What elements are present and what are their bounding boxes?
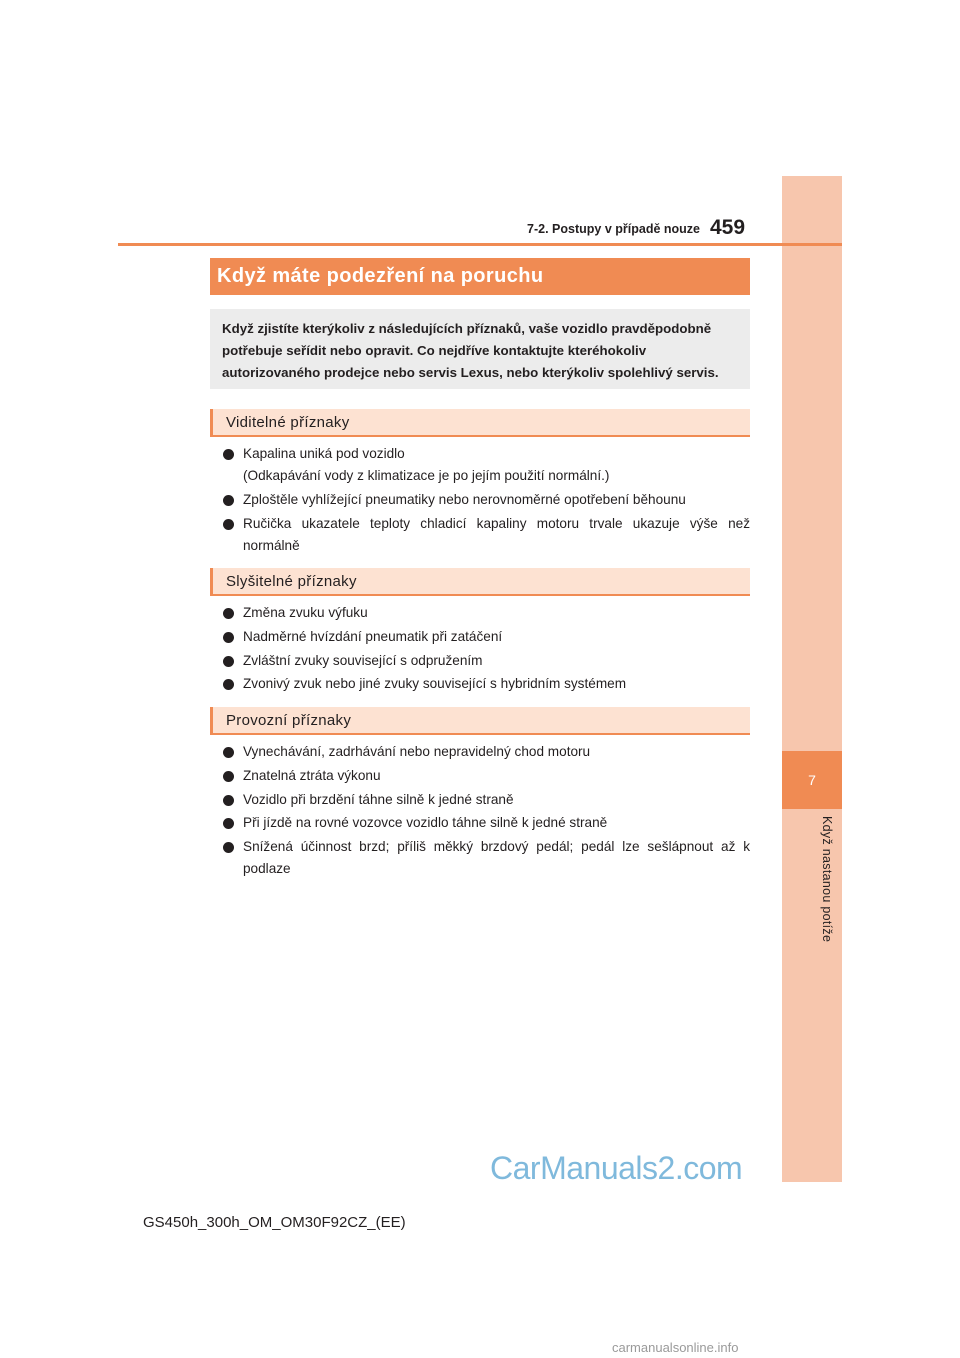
- bullet-icon: [223, 842, 234, 853]
- page-number: 459: [710, 216, 746, 239]
- bullet-list-audible: [222, 602, 750, 697]
- bullet-icon: [223, 818, 234, 829]
- section-heading-visible: [210, 409, 750, 437]
- list-item-text: Vozidlo při brzdění táhne silně k jedné straně: [243, 791, 514, 807]
- list-item: [222, 673, 750, 695]
- list-item-text: Vynechávání, zadrhávání nebo nepravidelný chod motoru: [243, 744, 591, 759]
- bullet-icon: [223, 679, 234, 690]
- page-title: [210, 258, 750, 295]
- list-item: [222, 789, 750, 811]
- list-item: [222, 765, 750, 787]
- bullet-icon: [223, 608, 234, 619]
- list-item-text: Kapalina uniká pod vozidlo: [243, 446, 405, 461]
- intro-text: Když zjistíte kterýkoliv z následujících příznaků, vaše vozidlo pravděpodobně potřebuje seřídit nebo opravit. Co nejdříve kontaktujte kteréhokoliv autorizovaného prodejce nebo servis Lexus, nebo kterýkoliv spolehlivý servis.: [222, 321, 719, 380]
- section-heading-audible: [210, 568, 750, 596]
- bullet-icon: [223, 771, 234, 782]
- header-rule: [118, 243, 842, 246]
- section-heading-text: Viditelné příznaky: [226, 413, 350, 431]
- list-item-text: Zvonivý zvuk nebo jiné zvuky související s hybridním systémem: [243, 676, 627, 692]
- bullet-icon: [223, 519, 234, 530]
- chapter-number: 7: [782, 751, 842, 809]
- intro-box: [210, 309, 750, 389]
- bullet-icon: [223, 449, 234, 460]
- list-item-text: Ručička ukazatele teploty chladicí kapaliny motoru trvale ukazuje výše než normálně: [243, 515, 750, 553]
- chapter-sidebar: [782, 176, 842, 1182]
- document-code-footer: GS450h_300h_OM_OM30F92CZ_(EE): [143, 1214, 406, 1231]
- list-item: [222, 650, 750, 672]
- list-item-text: Zvláštní zvuky související s odpružením: [243, 652, 483, 668]
- list-item: [222, 602, 750, 624]
- list-item-text: Zploštěle vyhlížející pneumatiky nebo nerovnoměrné opotřebení běhounu: [243, 491, 686, 507]
- list-item-text: Při jízdě na rovné vozovce vozidlo táhne silně k jedné straně: [243, 815, 608, 831]
- list-item-subtext: (Odkapávání vody z klimatizace je po jejím použití normální.): [243, 468, 610, 483]
- list-item-text: Snížená účinnost brzd; příliš měkký brzdový pedál; pedál lze sešlápnout až k podlaze: [243, 839, 750, 877]
- list-item-text: Znatelná ztráta výkonu: [243, 767, 381, 783]
- bullet-icon: [223, 632, 234, 643]
- bullet-icon: [223, 656, 234, 667]
- list-item: [222, 513, 750, 557]
- bullet-list-operational: [222, 741, 750, 882]
- page-title-text: Když máte podezření na poruchu: [217, 265, 544, 287]
- watermark-carmanuals2[interactable]: CarManuals2.com: [490, 1150, 743, 1186]
- section-heading-text: Slyšitelné příznaky: [226, 572, 357, 590]
- list-item: [222, 626, 750, 648]
- list-item: [222, 812, 750, 834]
- bullet-icon: [223, 495, 234, 506]
- section-heading-text: Provozní příznaky: [226, 711, 352, 729]
- list-item-text: Změna zvuku výfuku: [243, 605, 368, 620]
- bullet-list-visible: [222, 443, 750, 558]
- chapter-title: Když nastanou potíže: [820, 816, 834, 943]
- list-item: [222, 443, 750, 487]
- section-heading-operational: [210, 707, 750, 735]
- list-item: [222, 836, 750, 880]
- list-item: [222, 741, 750, 763]
- list-item: [222, 489, 750, 511]
- watermark-carmanualsonline[interactable]: carmanualsonline.info: [612, 1340, 739, 1355]
- list-item-text: Nadměrné hvízdání pneumatik při zatáčení: [243, 628, 503, 644]
- bullet-icon: [223, 795, 234, 806]
- section-header: 7-2. Postupy v případě nouze: [527, 222, 700, 236]
- bullet-icon: [223, 747, 234, 758]
